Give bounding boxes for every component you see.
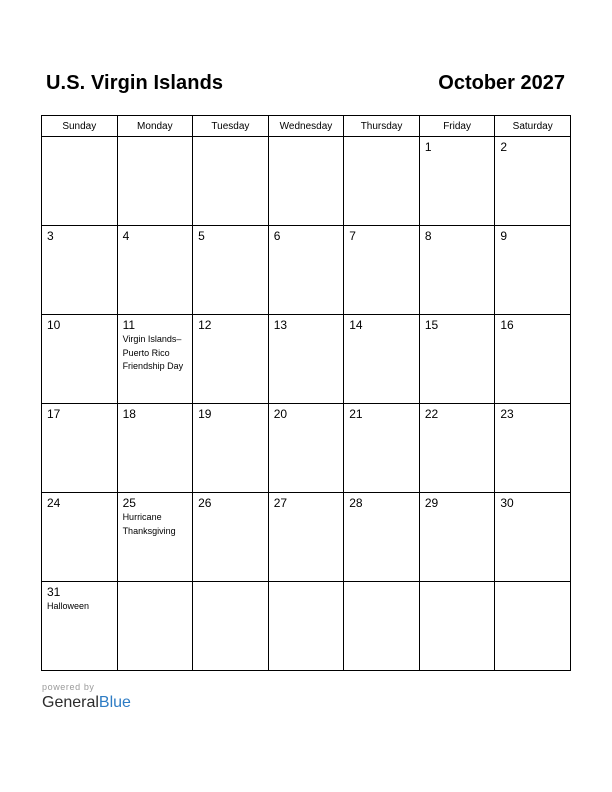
day-number: 21	[349, 407, 363, 421]
day-number: 19	[198, 407, 212, 421]
day-number: 9	[500, 229, 508, 243]
weekday-header: Friday	[419, 116, 495, 137]
calendar-country-title: U.S. Virgin Islands	[46, 72, 224, 94]
day-number: 7	[349, 229, 356, 243]
day-cell	[268, 404, 344, 493]
day-cell	[419, 493, 495, 582]
day-cell	[193, 137, 269, 226]
day-cell	[495, 582, 571, 671]
day-cell	[344, 493, 420, 582]
day-cell	[495, 226, 571, 315]
day-number: 3	[47, 229, 54, 243]
weekday-header: Thursday	[344, 116, 420, 137]
day-number: 14	[349, 318, 363, 332]
day-number: 13	[273, 318, 288, 332]
day-number: 12	[198, 318, 212, 332]
day-cell	[495, 404, 571, 493]
day-cell	[268, 315, 344, 404]
week-row	[42, 137, 571, 226]
holiday-label: Halloween	[47, 601, 90, 611]
day-number: 17	[47, 407, 61, 421]
day-cell	[344, 404, 420, 493]
day-cell	[117, 315, 193, 404]
day-number: 22	[424, 407, 439, 421]
weekday-header: Monday	[117, 116, 193, 137]
day-cell	[419, 582, 495, 671]
calendar-grid	[41, 115, 571, 671]
week-row	[42, 226, 571, 315]
day-cell	[117, 137, 193, 226]
day-number: 27	[273, 496, 288, 510]
day-number: 18	[122, 407, 136, 421]
day-number: 8	[424, 229, 432, 243]
day-cell	[419, 315, 495, 404]
day-number: 30	[500, 496, 514, 510]
weekday-header-row	[42, 116, 571, 137]
day-number: 6	[273, 229, 281, 243]
day-number: 2	[500, 140, 508, 154]
footer-branding	[42, 682, 131, 713]
day-cell	[495, 493, 571, 582]
week-row	[42, 315, 571, 404]
day-number: 23	[500, 407, 514, 421]
day-number: 15	[424, 318, 439, 332]
logo-general-text: General	[42, 694, 99, 711]
day-number: 4	[122, 229, 130, 243]
day-cell	[268, 137, 344, 226]
day-cell	[419, 137, 495, 226]
day-cell	[419, 404, 495, 493]
day-cell	[42, 582, 118, 671]
day-cell	[344, 315, 420, 404]
day-cell	[268, 582, 344, 671]
week-row	[42, 493, 571, 582]
day-cell	[117, 404, 193, 493]
day-cell	[495, 137, 571, 226]
day-number: 20	[273, 407, 288, 421]
day-number: 11	[122, 318, 136, 332]
day-cell	[495, 315, 571, 404]
day-cell	[42, 493, 118, 582]
weekday-header: Sunday	[42, 116, 118, 137]
day-number: 31	[47, 585, 61, 599]
day-cell	[268, 493, 344, 582]
week-row	[42, 404, 571, 493]
day-cell	[419, 226, 495, 315]
day-number: 25	[122, 496, 136, 510]
day-cell	[193, 404, 269, 493]
day-cell	[344, 226, 420, 315]
holiday-label: Hurricane Thanksgiving	[122, 512, 176, 536]
logo-blue-text: Blue	[98, 694, 131, 711]
day-cell	[117, 226, 193, 315]
holiday-label: Virgin Islands–Puerto Rico Friendship Day	[122, 334, 184, 371]
day-number: 16	[500, 318, 514, 332]
day-cell	[42, 137, 118, 226]
day-cell	[42, 404, 118, 493]
day-number: 10	[47, 318, 61, 332]
day-cell	[193, 493, 269, 582]
day-number: 29	[424, 496, 439, 510]
calendar-month-title: October 2027	[438, 72, 565, 94]
day-cell	[268, 226, 344, 315]
weekday-header: Tuesday	[193, 116, 269, 137]
day-cell	[117, 582, 193, 671]
weekday-header: Wednesday	[268, 116, 344, 137]
day-cell	[193, 315, 269, 404]
day-cell	[42, 226, 118, 315]
day-cell	[117, 493, 193, 582]
day-cell	[193, 582, 269, 671]
powered-by-text: powered by	[42, 682, 95, 692]
day-number: 24	[47, 496, 61, 510]
day-number: 1	[424, 140, 432, 154]
day-cell	[344, 137, 420, 226]
weekday-header: Saturday	[495, 116, 571, 137]
generalblue-logo[interactable]	[42, 693, 131, 713]
day-number: 28	[349, 496, 363, 510]
day-number: 26	[198, 496, 212, 510]
day-number: 5	[198, 229, 205, 243]
day-cell	[42, 315, 118, 404]
day-cell	[344, 582, 420, 671]
day-cell	[193, 226, 269, 315]
week-row	[42, 582, 571, 671]
